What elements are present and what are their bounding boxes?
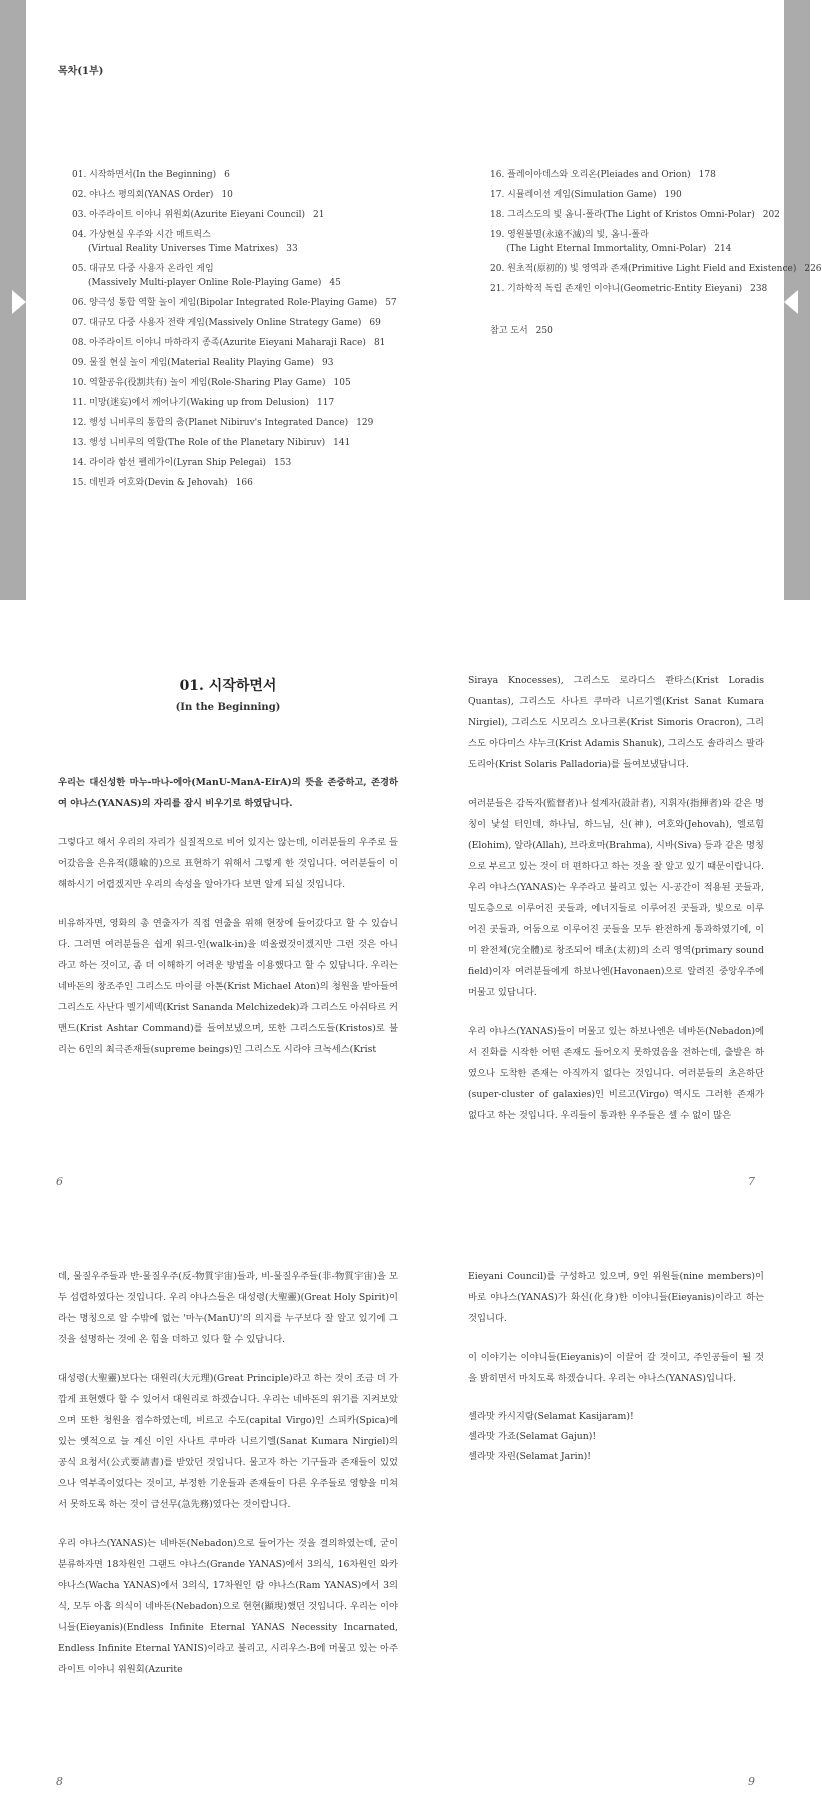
toc-item-title: 08. 아주라이트 이야니 마하라지 종족(Azurite Eieyani Maharaji Race) — [72, 338, 366, 348]
toc-item-page: 33 — [286, 244, 298, 254]
toc-item-page: 45 — [329, 278, 341, 288]
body-paragraph: 우리는 대신성한 마누-마나-에아(ManU-ManA-EirA)의 뜻을 존중하고, 존경하여 야나스(YANAS)의 자리를 잠시 비우기로 하였답니다. — [58, 777, 398, 809]
toc-item-page: 166 — [235, 478, 253, 488]
toc-item-title: 11. 미망(迷妄)에서 깨어나기(Waking up from Delusion) — [72, 398, 310, 408]
body-paragraph: 우리 야나스(YANAS)는 네바돈(Nebadon)으로 들어가는 것을 결의하였는데, 굳이 분류하자면 18차원인 그랜드 야나스(Grande YANAS)에서 3의식, 16차원인 와카 야나스(Wacha YANAS)에서 3의식, 17차원인 람 야나스(Ram YANAS)에서 3의식, 모두 아홉 의식이 네바돈(Nebadon)으로 현현(顯現)했던 것입니다. 우리는 이야니들(Eieyanis)(Endless Infinite Eternal YANAS Necessity Incarnated, Endless Infinite Eternal YANIS)이라고 불리고, 시리우스-B에 머물고 있는 아주라이트 이야니 위원회(Azurite — [58, 1538, 398, 1675]
toc-item-page: 21 — [313, 210, 325, 220]
toc-item-page: 105 — [333, 378, 351, 388]
toc-item-page: 69 — [369, 318, 381, 328]
folio-left: 6 — [56, 1175, 63, 1188]
toc-item-page: 214 — [714, 244, 732, 254]
toc-item-title: 16. 플레이아데스와 오리온(Pleiades and Orion) — [490, 170, 691, 180]
toc-header: 목차(1부) — [58, 66, 104, 77]
body-paragraph: Siraya Knocesses), 그리스도 로라디스 콴타스(Krist Loradis Quantas), 그리스도 사나트 쿠마라 니르기엘(Krist Sanat Kumara Nirgiel), 그리스도 시모리스 오나크론(Krist Simoris Oracron), 그리스도 아다미스 샤누크(Krist Adamis Shanuk), 그리스도 솔라리스 팔라도리아(Krist Solaris Palladoria)를 들여보냈답니다. — [468, 675, 764, 770]
toc-item-subtitle: (The Light Eternal Immortality, Omni-Polar) 214 — [506, 244, 732, 254]
greeting-line: 셀라맛 자린(Selamat Jarin)! — [468, 1451, 591, 1462]
page-9 — [468, 1266, 764, 1467]
toc-entry — [490, 228, 790, 256]
toc-entry — [72, 376, 402, 390]
page-8-body — [58, 1266, 398, 1698]
folio-right: 9 — [748, 1775, 755, 1788]
toc-item-page: 250 — [535, 326, 553, 336]
toc-item-title: 04. 가상현실 우주와 시간 매트릭스 — [72, 230, 211, 240]
body-paragraph: Eieyani Council)를 구성하고 있으며, 9인 위원들(nine members)이 바로 야나스(YANAS)가 화신(化身)한 이야니들(Eieyanis)이라고 하는 것입니다. — [468, 1271, 764, 1324]
toc-entry — [72, 228, 402, 256]
toc-item-subtitle: (Virtual Reality Universes Time Matrixes) 33 — [88, 244, 298, 254]
greeting-line: 셀라맛 카시지람(Selamat Kasijaram)! — [468, 1411, 634, 1422]
toc-entry — [490, 208, 790, 222]
toc-entry — [72, 208, 402, 222]
body-paragraph: 우리 야나스(YANAS)들이 머물고 있는 하보나엔은 네바돈(Nebadon)에서 진화를 시작한 어떤 존재도 들어오지 못하였음을 전하는데, 출발은 하였으나 도착한 존재는 아직까지 없다는 것입니다. 여러분들의 초은하단(super-cluster of galaxies)인 비르고(Virgo) 역시도 그러한 존재가 없다고 하는 것입니다. 우리들이 통과한 우주들은 셀 수 없이 많은 — [468, 1026, 764, 1121]
toc-item-title: 14. 라이라 함선 펠레가이(Lyran Ship Pelegai) — [72, 458, 267, 468]
chapter-title: 01. 시작하면서 — [179, 678, 277, 694]
body-paragraph: 이 이야기는 이야니들(Eieyanis)이 이끌어 갈 것이고, 주인공들이 될 것을 밝히면서 마치도록 하겠습니다. 우리는 야나스(YANAS)입니다. — [468, 1352, 764, 1384]
toc-entry — [72, 456, 402, 470]
toc-list-right — [490, 168, 822, 344]
toc-item-title: 17. 시뮬레이션 게임(Simulation Game) — [490, 190, 657, 200]
toc-entry — [72, 316, 402, 330]
toc-entry — [72, 396, 402, 410]
toc-item-page: 81 — [373, 338, 386, 348]
toc-item-page: 153 — [274, 458, 292, 468]
page-7-body — [468, 670, 764, 1144]
toc-entry — [72, 262, 402, 290]
toc-item-title: 05. 대규모 다중 사용자 온라인 게임 — [72, 264, 214, 274]
toc-item-page: 129 — [356, 418, 374, 428]
toc-item-page: 202 — [762, 210, 780, 220]
body-paragraph: 대성령(大聖靈)보다는 대원리(大元理)(Great Principle)라고 하는 것이 조금 더 가깝게 표현했다 할 수 있어서 대원리로 하겠습니다. 우리는 네바돈의 위기를 지켜보았으며 또한 청원을 접수하였는데, 비르고 수도(capital Virgo)인 스피카(Spica)에 있는 옛적으로 늘 계신 이인 사나트 쿠마라 니르기엘(Sanat Kumara Nirgiel)의 공식 요청서(公式要請書)를 받았던 것입니다. 물고자 하는 기구들과 존재들이 있었으나 역부족이었다는 것이고, 부정한 기운들과 존재들이 다른 우주들로 영향을 미쳐서 못하도록 하는 것이 급선무(急先務)였다는 것이랍니다. — [58, 1373, 398, 1510]
toc-item-title: 09. 물질 현실 놀이 게임(Material Reality Playing Game) — [72, 358, 315, 368]
toc-entry — [72, 356, 402, 370]
toc-item-title: 02. 야나스 평의회(YANAS Order) — [72, 190, 214, 200]
toc-entry — [490, 168, 790, 182]
toc-item-page: 10 — [221, 190, 233, 200]
toc-item-title: 07. 대규모 다중 사용자 전략 게임(Massively Online Strategy Game) — [72, 318, 362, 328]
spread-pages-6-7 — [0, 600, 810, 1200]
toc-item-page: 178 — [698, 170, 716, 180]
toc-entry — [72, 476, 402, 490]
toc-item-page: 117 — [317, 398, 335, 408]
toc-item-page: 57 — [385, 298, 397, 308]
left-page-notch — [12, 290, 26, 314]
spread-pages-8-9 — [0, 1200, 810, 1800]
toc-item-title: 19. 영원불멸(永遠不滅)의 빛, 옴니-폴라 — [490, 230, 649, 240]
toc-item-page: 93 — [322, 358, 334, 368]
body-paragraph: 데, 물질우주들과 반-물질우주(反-物質宇宙)들과, 비-물질우주들(非-物質宇宙)을 모두 섭렵하였다는 것입니다. 우리 야나스들은 대성령(大聖靈)(Great Holy Spirit)이라는 명칭으로 알 수밖에 없는 '마누(ManU)'의 의지를 누구보다 잘 알고 있기에 그것을 설명하는 것에 온 힘을 더하고 있다 할 수 있답니다. — [58, 1271, 398, 1345]
toc-reference — [490, 324, 790, 338]
folio-right: 7 — [748, 1175, 755, 1188]
body-paragraph: 비유하자면, 영화의 총 연출자가 직접 연출을 위해 현장에 들어갔다고 할 수 있습니다. 그러면 여러분들은 쉽게 워크-인(walk-in)을 떠올렸것이겠지만 그런 것은 아니라고 하는 것이고, 좀 더 이해하기 어려운 방법을 이용했다고 할 수 있답니다. 우리는 네바돈의 창조주인 그리스도 마이클 아톤(Krist Michael Aton)의 청원을 받아들여 그리스도 사난다 멜기세덱(Krist Sananda Melchizedek)과 그리스도 아쉬타르 커맨드(Krist Ashtar Command)를 들여보냈으며, 또한 그리스도들(Kristos)로 불리는 6인의 최극존재들(supreme beings)인 그리스도 시라야 크녹세스(Krist — [58, 918, 398, 1055]
toc-spread — [0, 0, 822, 600]
toc-item-title: 12. 행성 니비루의 통합의 춤(Planet Nibiruv's Integrated Dance) — [72, 418, 349, 428]
page-6-body — [58, 772, 398, 1060]
toc-item-title: 10. 역할공유(役割共有) 놀이 게임(Role-Sharing Play Game) — [72, 378, 326, 388]
toc-list-left — [72, 168, 402, 496]
toc-item-subtitle: (Massively Multi-player Online Role-Playing Game) 45 — [88, 278, 341, 288]
toc-entry — [72, 336, 402, 350]
folio-left: 8 — [56, 1775, 63, 1788]
toc-item-title: 21. 기하학적 독립 존재인 이야니(Geometric-Entity Eieyani) — [490, 284, 743, 294]
body-paragraph: 그렇다고 해서 우리의 자리가 실질적으로 비어 있지는 않는데, 이러분들의 우주로 들어갔음을 은유적(隱喩的)으로 표현하기 위해서 그렇게 한 것입니다. 여러분들이 이해하시기 어렵겠지만 우리의 속성을 알아가다 보면 알게 되실 것입니다. — [58, 837, 398, 890]
toc-entry — [72, 436, 402, 450]
page-6 — [58, 676, 398, 1078]
toc-entry — [490, 188, 790, 202]
toc-item-page: 6 — [224, 170, 230, 180]
greeting-line: 셀라맛 가죠(Selamat Gajun)! — [468, 1431, 597, 1442]
chapter-subtitle: (In the Beginning) — [175, 702, 281, 713]
toc-item-title: 참고 도서 — [490, 326, 528, 336]
toc-item-page: 238 — [750, 284, 768, 294]
toc-item-title: 20. 원초적(原初的) 빛 영역과 존재(Primitive Light Field and Existence) — [490, 264, 797, 274]
toc-entry — [72, 168, 402, 182]
toc-item-title: 06. 양극성 통합 역할 놀이 게임(Bipolar Integrated Role-Playing Game) — [72, 298, 378, 308]
toc-item-title: 13. 행성 니비루의 역할(The Role of the Planetary Nibiruv) — [72, 438, 326, 448]
toc-entry — [490, 282, 790, 296]
toc-entry — [72, 416, 402, 430]
toc-item-page: 190 — [664, 190, 682, 200]
toc-entry — [72, 296, 402, 310]
toc-item-title: 15. 데빈과 여호와(Devin & Jehovah) — [72, 478, 228, 488]
toc-item-page: 226 — [804, 264, 822, 274]
toc-item-title: 03. 아주라이트 이야니 위원회(Azurite Eieyani Council) — [72, 210, 306, 220]
toc-item-title: 18. 그리스도의 빛 옴니-폴라(The Light of Kristos Omni-Polar) — [490, 210, 755, 220]
toc-item-title: 01. 시작하면서(In the Beginning) — [72, 170, 217, 180]
page-9-body — [468, 1266, 764, 1389]
greetings — [468, 1407, 764, 1467]
toc-entry — [490, 262, 822, 276]
body-paragraph: 여러분들은 감독자(監督者)나 설계자(設計者), 지휘자(指揮者)와 같은 명칭이 낯설 터인데, 하나님, 하느님, 신(神), 여호와(Jehovah), 엘로힘(Elohim), 알라(Allah), 브라흐마(Brahma), 시바(Siva) 등과 같은 명칭으로 부르고 있는 것이 더 편하다고 하는 것을 잘 알고 있기 때문이랍니다. 우리 야나스(YANAS)는 우주라고 불리고 있는 시-공간이 적용된 곳들과, 밀도층으로 이루어진 곳들과, 에너지들로 이루어진 곳들과, 빛으로 이루어진 곳들과, 어둠으로 이루어진 곳들을 모두 완전하게 통과하였기에, 이미 완전체(完全體)로 창조되어 태초(太初)의 소리 영역(primary sound field)이자 여러분들에게 하보나엔(Havonaen)으로 알려진 중앙우주에 머물고 있답니다. — [468, 798, 764, 998]
toc-item-page: 141 — [333, 438, 351, 448]
toc-entry — [72, 188, 402, 202]
